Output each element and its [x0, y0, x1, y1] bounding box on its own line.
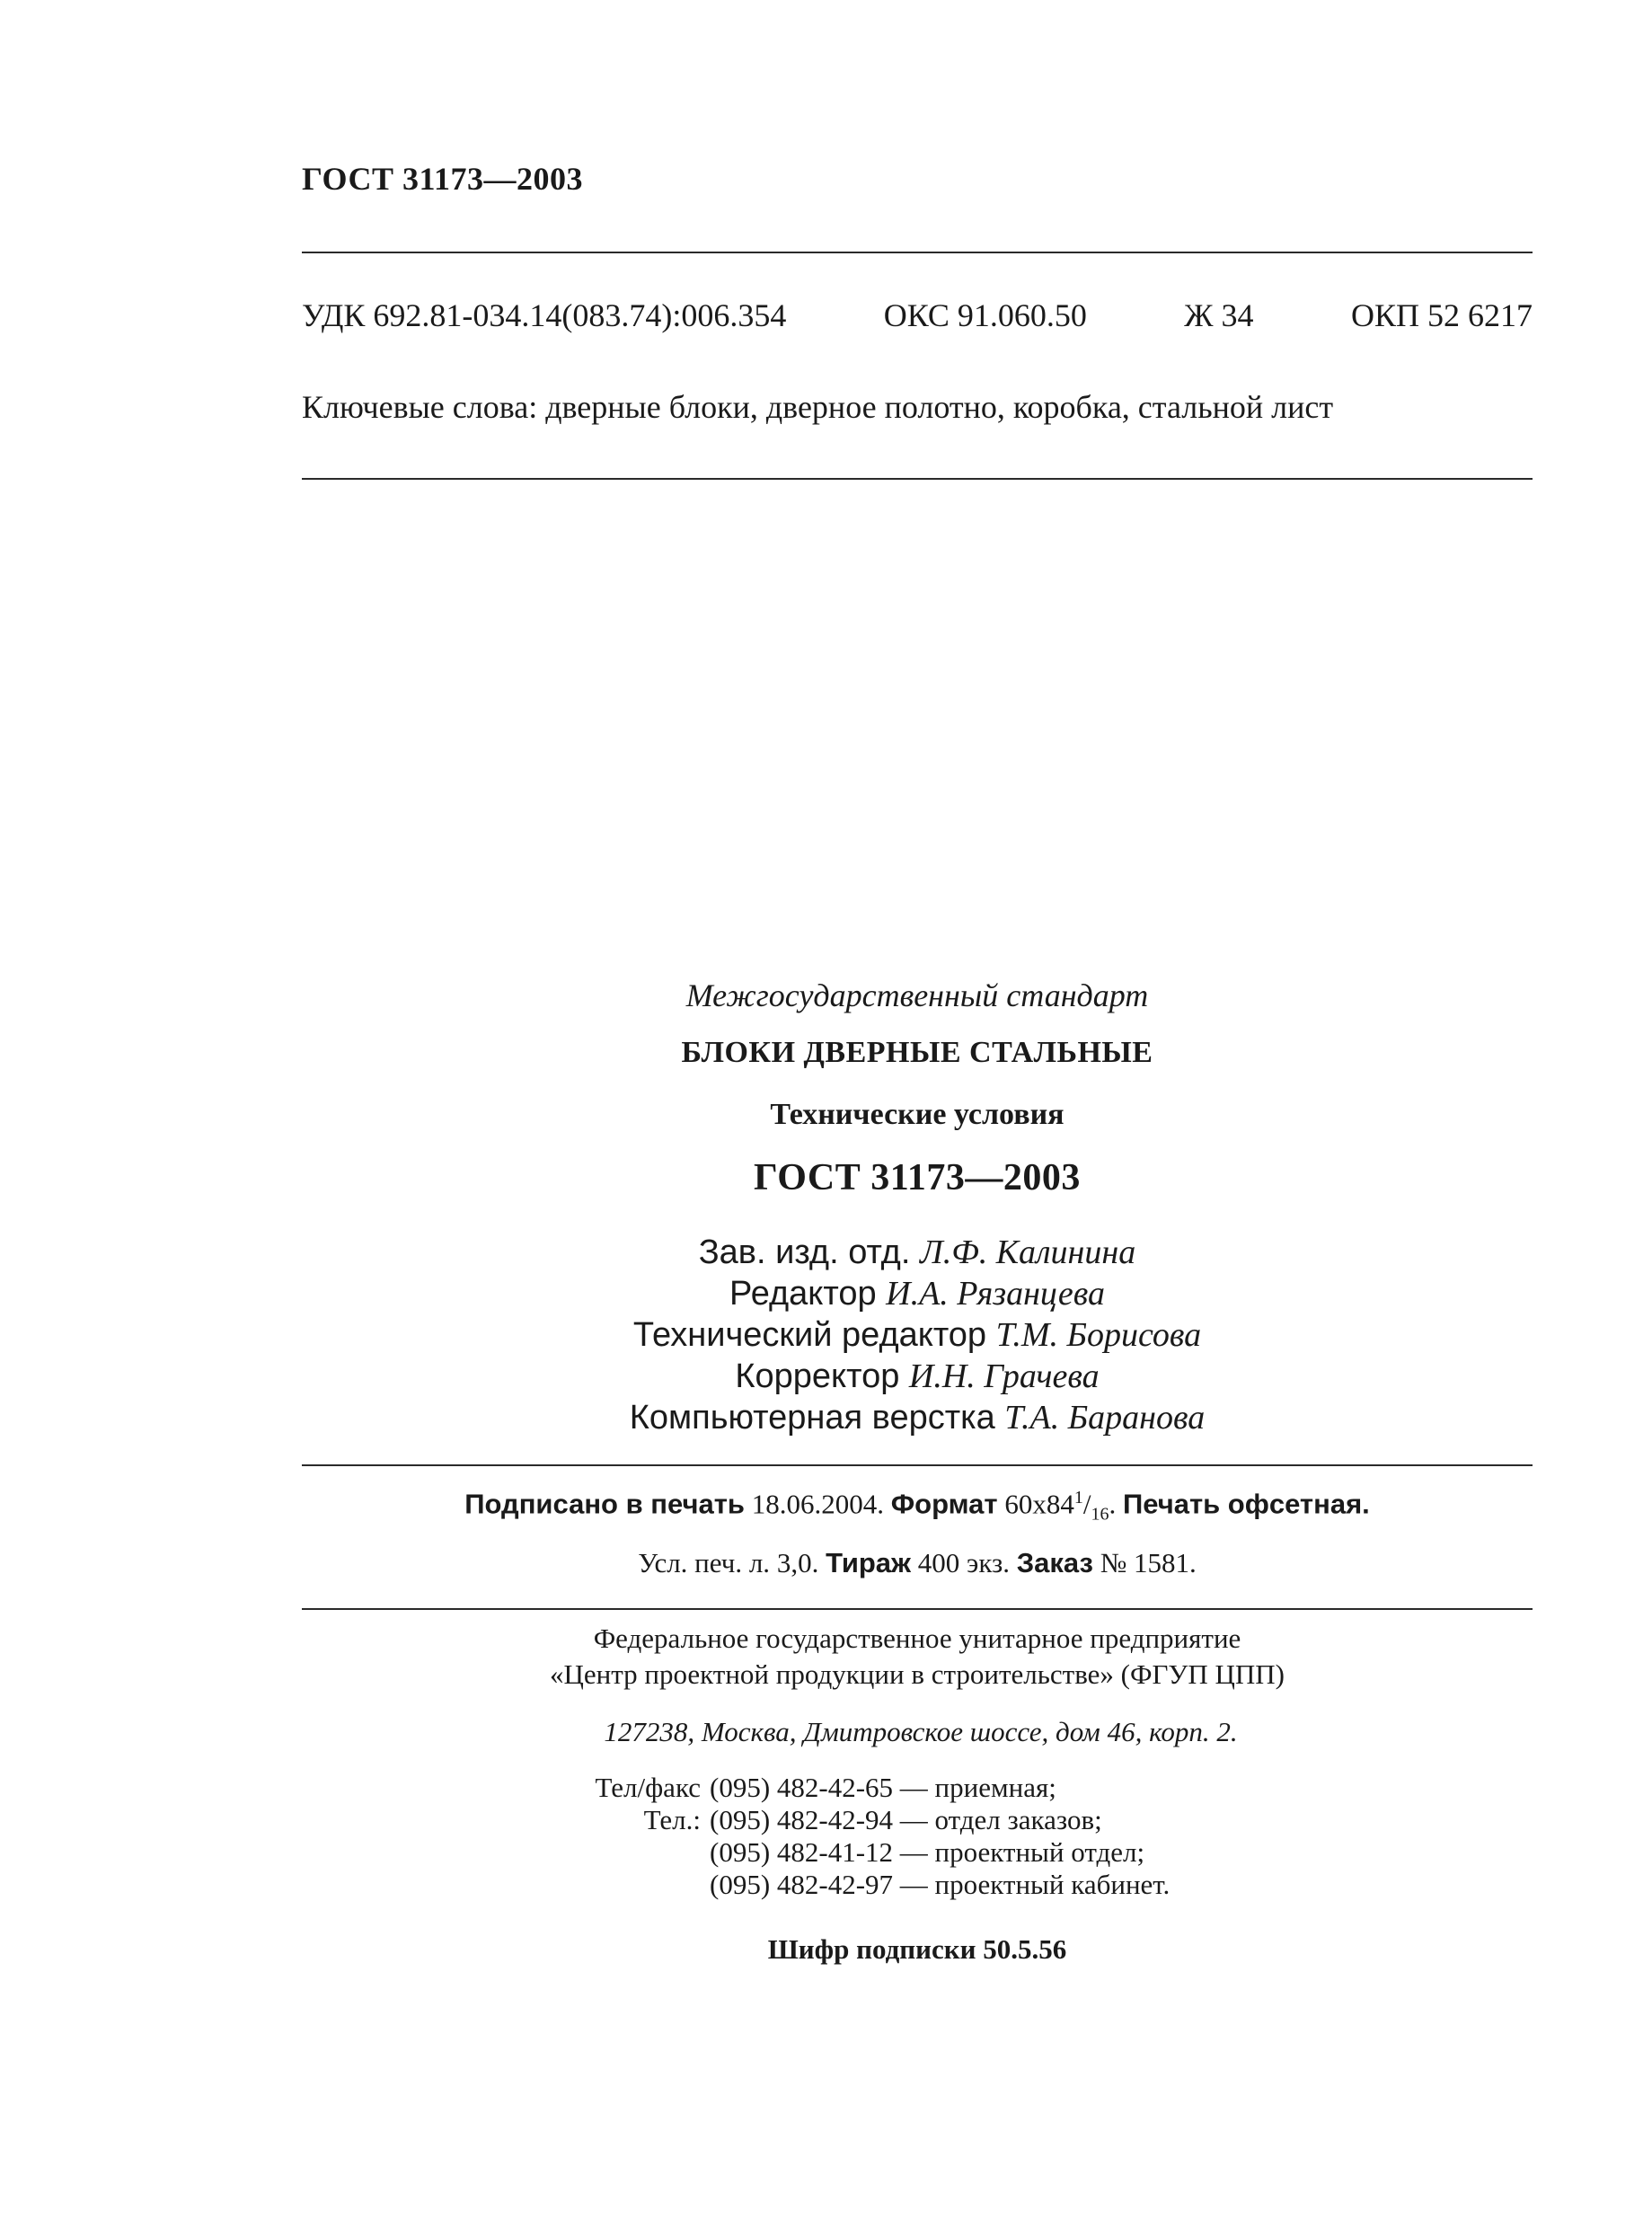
standard-number: ГОСТ 31173—2003 [754, 1157, 1081, 1198]
contact-text: (095) 482-41-12 — проектный отдел; [710, 1836, 1145, 1868]
credit-line [302, 1357, 1533, 1396]
publication-divider [302, 1608, 1533, 1610]
publisher-name-line1: Федеральное государственное унитарное предприятие [593, 1622, 1241, 1654]
classification-line [302, 296, 1533, 334]
publisher-name-line2: «Центр проектной продукции в строительстве» (ФГУП ЦПП) [550, 1658, 1285, 1690]
credit-line [302, 1233, 1533, 1272]
contact-label: Тел/факс [595, 1772, 701, 1803]
contact-text: (095) 482-42-94 — отдел заказов; [710, 1804, 1102, 1835]
zh-code: Ж 34 [1184, 297, 1254, 333]
contact-row [539, 1836, 1144, 1869]
standard-subtitle: Технические условия [770, 1098, 1065, 1131]
publisher-address: 127238, Москва, Дмитровское шоссе, дом 46, корп. 2. [604, 1716, 1238, 1747]
contact-text: (095) 482-42-65 — приемная; [710, 1772, 1056, 1803]
credit-role: Зав. изд. отд. [698, 1233, 911, 1271]
oks-code: ОКС 91.060.50 [883, 297, 1087, 333]
contact-row [539, 1772, 1056, 1804]
contact-row [539, 1869, 1170, 1901]
udk-code: УДК 692.81-034.14(083.74):006.354 [302, 297, 787, 333]
subscription-code: Шифр подписки 50.5.56 [767, 1933, 1067, 1965]
okp-code: ОКП 52 6217 [1350, 297, 1533, 333]
credit-name: Т.А. Баранова [1004, 1399, 1206, 1437]
print-signed-line: Подписано в печать 18.06.2004. Формат $60х84^1/_{16}$. Печать офсетная. [464, 1488, 1370, 1525]
print-run-line: Усл. печ. л. 3,0. Тираж 400 экз. Заказ № 1581. [638, 1547, 1197, 1578]
document-code-header: ГОСТ 31173—2003 [302, 161, 583, 197]
contact-row [539, 1804, 1102, 1836]
credit-line [302, 1274, 1533, 1313]
top-divider [302, 252, 1533, 253]
credit-name: Л.Ф. Калинина [919, 1233, 1136, 1271]
credit-name: И.А. Рязанцева [886, 1275, 1105, 1313]
credit-role: Компьютерная верстка [629, 1399, 995, 1437]
credit-line [302, 1315, 1533, 1355]
credit-name: Т.М. Борисова [995, 1316, 1202, 1354]
contact-text: (095) 482-42-97 — проектный кабинет. [710, 1869, 1171, 1900]
standard-type: Межгосударственный стандарт [685, 977, 1149, 1013]
credit-role: Корректор [735, 1357, 900, 1395]
credit-role: Технический редактор [632, 1316, 987, 1354]
credit-role: Редактор [729, 1275, 877, 1313]
credits-divider [302, 1464, 1533, 1466]
credit-name: И.Н. Грачева [908, 1357, 1100, 1395]
contact-label: Тел.: [643, 1804, 701, 1835]
keywords-line: Ключевые слова: дверные блоки, дверное полотно, коробка, стальной лист [302, 389, 1334, 425]
credit-line [302, 1398, 1533, 1437]
keywords-divider [302, 478, 1533, 480]
standard-title: БЛОКИ ДВЕРНЫЕ СТАЛЬНЫЕ [681, 1036, 1153, 1069]
